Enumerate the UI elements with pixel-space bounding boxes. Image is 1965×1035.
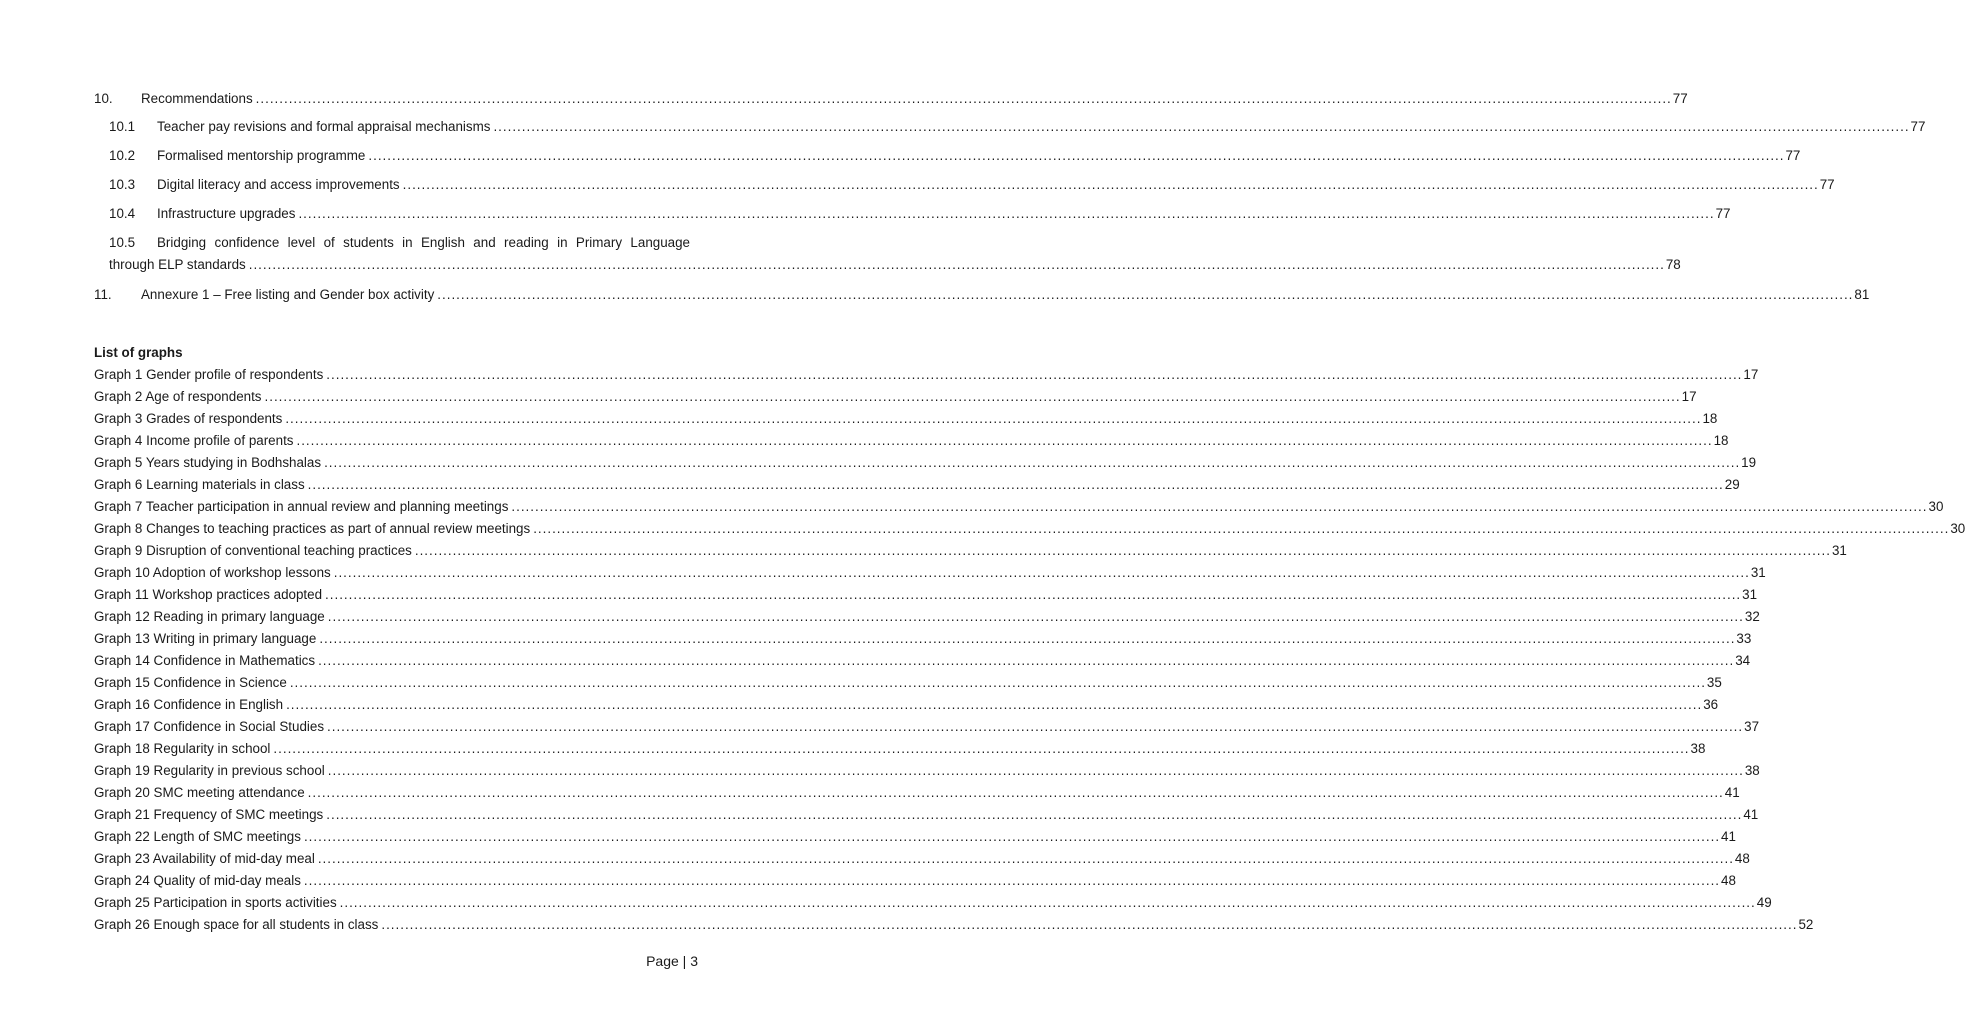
graph-title: Graph 13 Writing in primary language: [94, 631, 317, 646]
toc-entry-number: 10.4: [109, 206, 136, 221]
graph-title: Graph 17 Confidence in Social Studies: [94, 719, 325, 734]
graph-title: Graph 3 Grades of respondents: [94, 411, 283, 426]
toc-entry-number: 10.1: [109, 119, 136, 134]
graph-list-item[interactable]: [94, 386, 1697, 408]
graph-list-item[interactable]: [94, 540, 1847, 562]
graph-list-item[interactable]: [94, 672, 1722, 694]
toc-entry-title: Recommendations: [141, 91, 253, 106]
dot-leader: ............................................................................................................................................................................................................................................................................................................: [286, 697, 1703, 712]
dot-leader: ............................................................................................................................................................................................................................................................................................................: [333, 565, 1750, 580]
table-of-contents: [94, 88, 1965, 936]
toc-entry-number: 10.: [94, 91, 113, 106]
toc-entry-title-line1: Bridging confidence level of students in English and reading in Primary Language: [157, 235, 690, 250]
graph-page: 48: [1734, 851, 1750, 866]
graph-title: Graph 2 Age of respondents: [94, 389, 262, 404]
graph-page: 17: [1681, 389, 1697, 404]
dot-leader: ............................................................................................................................................................................................................................................................................................................: [307, 785, 1724, 800]
graph-title: Graph 11 Workshop practices adopted: [94, 587, 323, 602]
graph-list-item[interactable]: [94, 738, 1706, 760]
dot-leader: ............................................................................................................................................................................................................................................................................................................: [326, 807, 1743, 822]
graph-page: 48: [1721, 873, 1736, 888]
toc-entry-page: 77: [1672, 91, 1688, 106]
dot-leader: ............................................................................................................................................................................................................................................................................................................: [255, 91, 1672, 106]
graph-list-item[interactable]: [94, 892, 1772, 914]
graph-title: Graph 8 Changes to teaching practices as part of annual review meetings: [94, 521, 531, 536]
toc-entry-page: 77: [1910, 119, 1926, 134]
dot-leader: ............................................................................................................................................................................................................................................................................................................: [368, 148, 1785, 163]
toc-entry-number: 10.2: [109, 148, 136, 163]
graph-list-item[interactable]: [94, 408, 1718, 430]
toc-entry-title: Formalised mentorship programme: [157, 148, 366, 163]
graph-page: 30: [1928, 499, 1944, 514]
dot-leader: ............................................................................................................................................................................................................................................................................................................: [511, 499, 1928, 514]
graph-title: Graph 10 Adoption of workshop lessons: [94, 565, 331, 580]
graph-list-item[interactable]: [94, 716, 1760, 738]
toc-subentry-wrapped[interactable]: [94, 232, 1681, 276]
dot-leader: ............................................................................................................................................................................................................................................................................................................: [327, 763, 1744, 778]
toc-entry-title: Infrastructure upgrades: [157, 206, 296, 221]
graph-list-item[interactable]: [94, 760, 1760, 782]
toc-entry-number: 10.5: [109, 235, 136, 250]
graph-page: 38: [1744, 763, 1760, 778]
graph-list-item[interactable]: [94, 496, 1944, 518]
graph-page: 18: [1702, 411, 1718, 426]
graph-list-item[interactable]: [94, 452, 1757, 474]
graph-page: 31: [1742, 587, 1758, 602]
toc-entry-title: Teacher pay revisions and formal appraisal mechanisms: [157, 119, 491, 134]
graph-list-item[interactable]: [94, 606, 1760, 628]
graph-page: 38: [1690, 741, 1706, 756]
graph-title: Graph 15 Confidence in Science: [94, 675, 287, 690]
graph-page: 18: [1713, 433, 1729, 448]
graph-page: 17: [1743, 367, 1759, 382]
graph-title: Graph 6 Learning materials in class: [94, 477, 305, 492]
toc-entry-title-line2: through ELP standards: [109, 257, 246, 272]
dot-leader: ............................................................................................................................................................................................................................................................................................................: [326, 367, 1743, 382]
graph-list-item[interactable]: [94, 870, 1736, 892]
toc-entry-page: 77: [1785, 148, 1801, 163]
dot-leader: ............................................................................................................................................................................................................................................................................................................: [493, 119, 1910, 134]
dot-leader: ............................................................................................................................................................................................................................................................................................................: [414, 543, 1831, 558]
toc-entry-annexure[interactable]: [94, 284, 1870, 312]
dot-leader: ............................................................................................................................................................................................................................................................................................................: [318, 653, 1735, 668]
graph-list-item[interactable]: [94, 584, 1758, 606]
graph-page: 36: [1703, 697, 1719, 712]
toc-entry-page: 78: [1665, 257, 1681, 272]
dot-leader: ............................................................................................................................................................................................................................................................................................................: [264, 389, 1681, 404]
graph-list-item[interactable]: [94, 694, 1719, 716]
dot-leader: ............................................................................................................................................................................................................................................................................................................: [285, 411, 1702, 426]
graph-title: Graph 26 Enough space for all students in class: [94, 917, 379, 932]
graph-title: Graph 25 Participation in sports activities: [94, 895, 337, 910]
graph-page: 41: [1724, 785, 1740, 800]
graph-title: Graph 14 Confidence in Mathematics: [94, 653, 316, 668]
graph-page: 49: [1756, 895, 1772, 910]
dot-leader: ............................................................................................................................................................................................................................................................................................................: [296, 433, 1713, 448]
dot-leader: ............................................................................................................................................................................................................................................................................................................: [307, 477, 1724, 492]
graph-title: Graph 20 SMC meeting attendance: [94, 785, 305, 800]
graph-page: 35: [1706, 675, 1722, 690]
graph-title: Graph 22 Length of SMC meetings: [94, 829, 301, 844]
graph-title: Graph 21 Frequency of SMC meetings: [94, 807, 324, 822]
dot-leader: ............................................................................................................................................................................................................................................................................................................: [325, 587, 1742, 602]
graph-title: Graph 24 Quality of mid-day meals: [94, 873, 301, 888]
dot-leader: ............................................................................................................................................................................................................................................................................................................: [319, 631, 1736, 646]
graph-page: 37: [1744, 719, 1760, 734]
list-of-graphs-heading: List of graphs: [94, 345, 183, 360]
dot-leader: ............................................................................................................................................................................................................................................................................................................: [339, 895, 1756, 910]
graph-title: Graph 9 Disruption of conventional teaching practices: [94, 543, 412, 558]
graph-page: 34: [1735, 653, 1751, 668]
dot-leader: ............................................................................................................................................................................................................................................................................................................: [317, 851, 1734, 866]
toc-entry-title: Annexure 1 – Free listing and Gender box activity: [141, 287, 435, 302]
graph-list: [94, 364, 1965, 936]
dot-leader: ............................................................................................................................................................................................................................................................................................................: [381, 917, 1798, 932]
dot-leader: ............................................................................................................................................................................................................................................................................................................: [303, 873, 1721, 888]
toc-entry-number: 10.3: [109, 177, 136, 192]
toc-entry-page: 77: [1715, 206, 1731, 221]
graph-list-item[interactable]: [94, 430, 1729, 452]
graph-title: Graph 16 Confidence in English: [94, 697, 284, 712]
graph-list-item[interactable]: [94, 628, 1752, 650]
toc-subentry[interactable]: [94, 203, 1731, 232]
graph-title: Graph 4 Income profile of parents: [94, 433, 294, 448]
graph-title: Graph 5 Years studying in Bodhshalas: [94, 455, 322, 470]
dot-leader: ............................................................................................................................................................................................................................................................................................................: [273, 741, 1690, 756]
dot-leader: ............................................................................................................................................................................................................................................................................................................: [289, 675, 1706, 690]
graph-page: 30: [1950, 521, 1965, 536]
dot-leader: ............................................................................................................................................................................................................................................................................................................: [327, 609, 1744, 624]
dot-leader: ............................................................................................................................................................................................................................................................................................................: [437, 287, 1854, 302]
graph-list-item[interactable]: [94, 848, 1750, 870]
toc-entry-number: 11.: [94, 287, 112, 302]
graph-list-item[interactable]: [94, 650, 1751, 672]
graph-list-item[interactable]: [94, 914, 1814, 936]
graph-page: 19: [1741, 455, 1757, 470]
graph-title: Graph 19 Regularity in previous school: [94, 763, 325, 778]
graph-list-item[interactable]: [94, 364, 1759, 386]
toc-entry-recommendations[interactable]: [94, 88, 1688, 116]
graph-list-item[interactable]: [94, 562, 1766, 584]
toc-subentry[interactable]: [94, 174, 1835, 203]
toc-subentry[interactable]: [94, 116, 1926, 145]
page-footer: Page | 3: [646, 953, 698, 969]
graph-title: Graph 7 Teacher participation in annual review and planning meetings: [94, 499, 509, 514]
dot-leader: ............................................................................................................................................................................................................................................................................................................: [324, 455, 1741, 470]
graph-list-item[interactable]: [94, 474, 1740, 496]
graph-list-item[interactable]: [94, 782, 1740, 804]
graph-page: 41: [1743, 807, 1759, 822]
graph-page: 52: [1798, 917, 1814, 932]
dot-leader: ............................................................................................................................................................................................................................................................................................................: [298, 206, 1715, 221]
dot-leader: ............................................................................................................................................................................................................................................................................................................: [303, 829, 1721, 844]
graph-list-item[interactable]: [94, 826, 1736, 848]
graph-page: 31: [1750, 565, 1766, 580]
graph-title: Graph 23 Availability of mid-day meal: [94, 851, 315, 866]
graph-title: Graph 1 Gender profile of respondents: [94, 367, 324, 382]
graph-page: 31: [1831, 543, 1847, 558]
graph-title: Graph 12 Reading in primary language: [94, 609, 325, 624]
graph-title: Graph 18 Regularity in school: [94, 741, 271, 756]
graph-list-item[interactable]: [94, 518, 1965, 540]
toc-subentry[interactable]: [94, 145, 1801, 174]
dot-leader: ............................................................................................................................................................................................................................................................................................................: [533, 521, 1950, 536]
toc-entry-title: Digital literacy and access improvements: [157, 177, 400, 192]
graph-page: 32: [1744, 609, 1760, 624]
toc-entry-page: 81: [1854, 287, 1870, 302]
graph-list-item[interactable]: [94, 804, 1759, 826]
toc-entry-page: 77: [1819, 177, 1835, 192]
graph-page: 29: [1724, 477, 1740, 492]
graph-page: 41: [1721, 829, 1736, 844]
graph-page: 33: [1736, 631, 1752, 646]
dot-leader: ............................................................................................................................................................................................................................................................................................................: [327, 719, 1744, 734]
dot-leader: ............................................................................................................................................................................................................................................................................................................: [402, 177, 1819, 192]
dot-leader: ............................................................................................................................................................................................................................................................................................................: [248, 257, 1665, 272]
